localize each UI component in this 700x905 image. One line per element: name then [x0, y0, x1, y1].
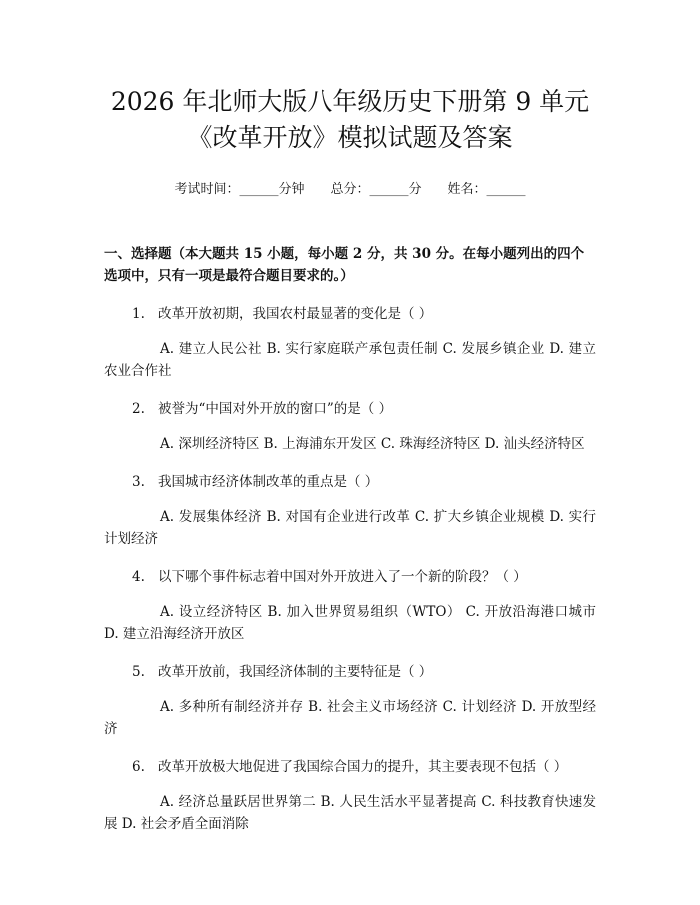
- question-number: 1.: [132, 306, 145, 322]
- question-options: A. 发展集体经济 B. 对国有企业进行改革 C. 扩大乡镇企业规模 D. 实行计划经济: [104, 509, 596, 547]
- question-number: 6.: [132, 759, 145, 775]
- question-stem: [104, 303, 596, 325]
- question-6: [104, 756, 596, 835]
- question-stem: [104, 661, 596, 683]
- question-options: A. 经济总量跃居世界第二 B. 人民生活水平显著提高 C. 科技教育快速发展 D. 社会矛盾全面消除: [104, 794, 596, 832]
- question-3: [104, 471, 596, 550]
- question-stem: [104, 566, 596, 588]
- question-number: 3.: [132, 474, 145, 490]
- question-text: 改革开放极大地促进了我国综合国力的提升，其主要表现不包括（ ）: [158, 759, 568, 775]
- exam-time: 考试时间：______分钟: [174, 182, 305, 197]
- question-options: A. 设立经济特区 B. 加入世界贸易组织（WTO） C. 开放沿海港口城市 D. 建立沿海经济开放区: [104, 604, 596, 642]
- question-text: 改革开放前，我国经济体制的主要特征是（ ）: [158, 664, 433, 680]
- question-1: [104, 303, 596, 382]
- exam-info: [104, 178, 596, 197]
- question-number: 4.: [132, 569, 145, 585]
- question-stem: [104, 471, 596, 493]
- question-stem: [104, 756, 596, 778]
- question-number: 5.: [132, 664, 145, 680]
- question-options: A. 深圳经济特区 B. 上海浦东开发区 C. 珠海经济特区 D. 汕头经济特区: [160, 436, 585, 452]
- exam-score: 总分：______分: [330, 182, 422, 197]
- question-stem: [104, 398, 596, 420]
- question-number: 2.: [132, 401, 145, 417]
- question-2: [104, 398, 596, 455]
- question-text: 以下哪个事件标志着中国对外开放进入了一个新的阶段？（ ）: [158, 569, 527, 585]
- title-line-2: 《改革开放》模拟试题及答案: [187, 123, 513, 152]
- question-options: A. 建立人民公社 B. 实行家庭联产承包责任制 C. 发展乡镇企业 D. 建立农业合作社: [104, 341, 596, 379]
- exam-name: 姓名：______: [447, 182, 526, 197]
- question-list: [104, 303, 596, 835]
- question-text: 改革开放初期，我国农村最显著的变化是（ ）: [158, 306, 433, 322]
- title-line-1: 2026 年北师大版八年级历史下册第 9 单元: [110, 87, 590, 116]
- question-5: [104, 661, 596, 740]
- question-text: 被誉为“中国对外开放的窗口”的是（ ）: [158, 401, 393, 417]
- question-4: [104, 566, 596, 645]
- section-title: 一、选择题（本大题共 15 小题，每小题 2 分，共 30 分。在每小题列出的四个选项中，只有一项是最符合题目要求的。）: [104, 246, 585, 284]
- question-options: A. 多种所有制经济并存 B. 社会主义市场经济 C. 计划经济 D. 开放型经济: [104, 699, 596, 737]
- question-text: 我国城市经济体制改革的重点是（ ）: [158, 474, 379, 490]
- document-title: [104, 84, 596, 156]
